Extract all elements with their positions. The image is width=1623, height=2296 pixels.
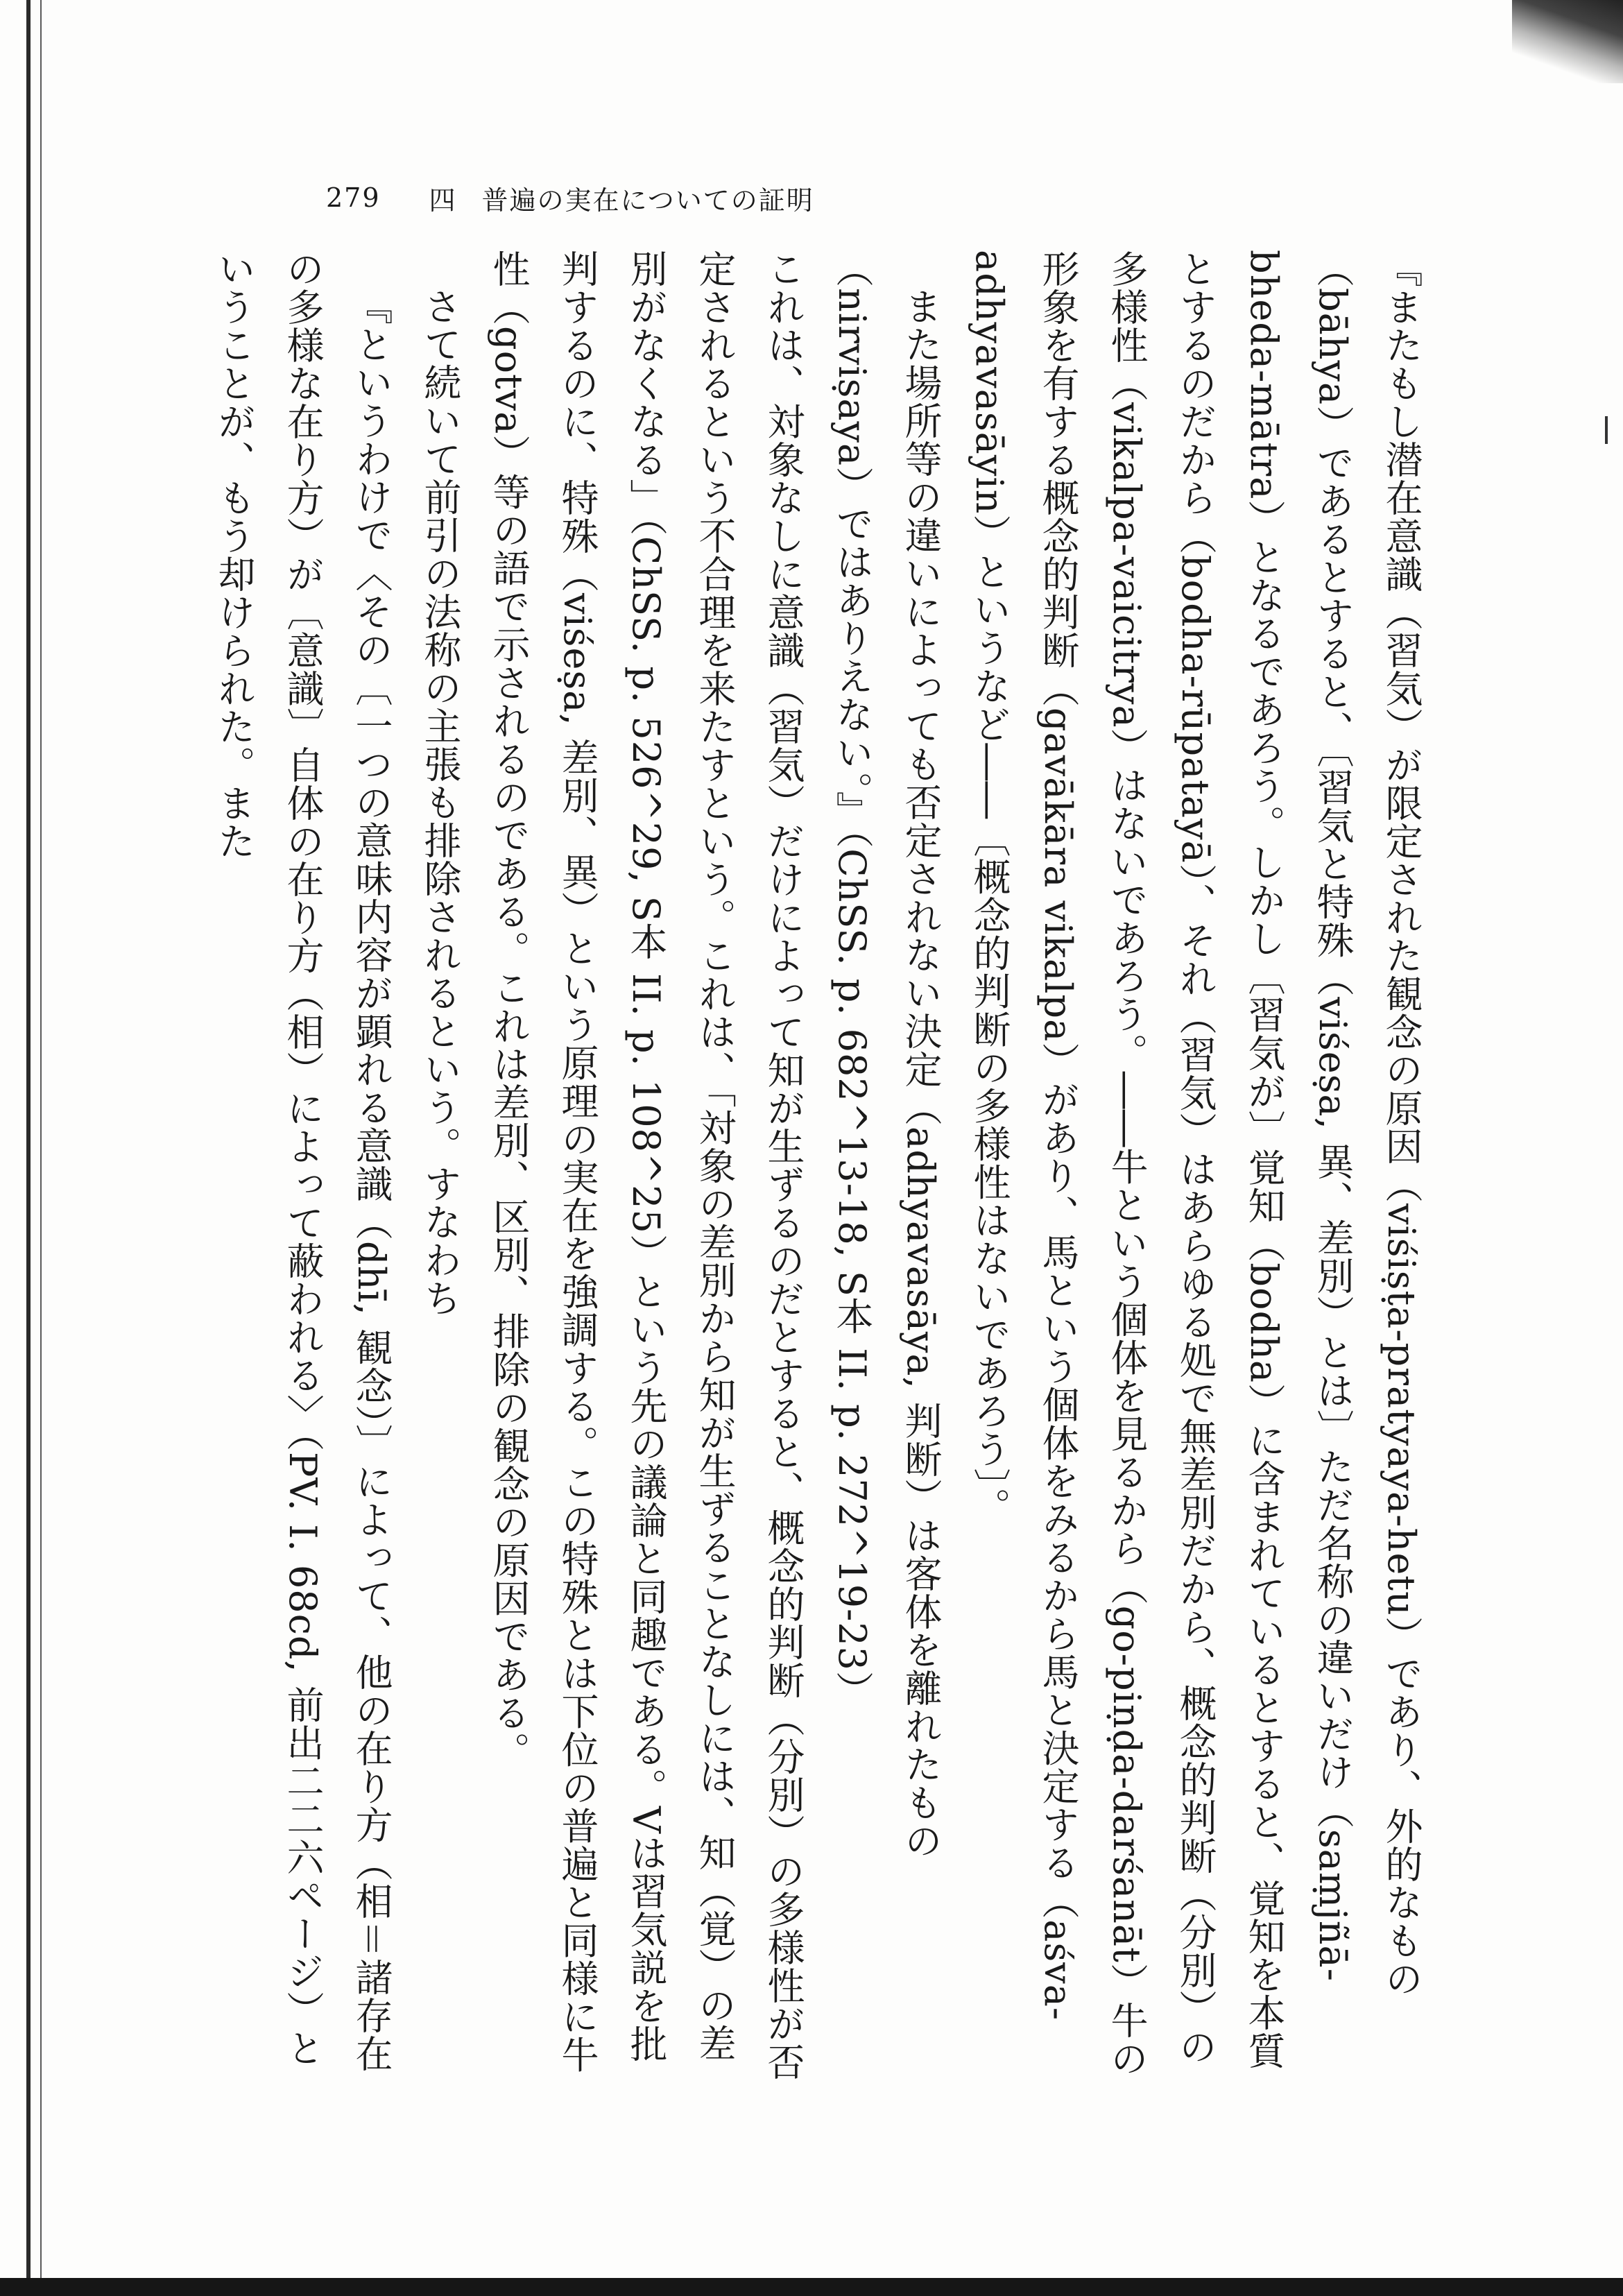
chapter-title: 普遍の実在についての証明 — [481, 185, 814, 216]
chapter-number: 四 — [429, 185, 457, 216]
vertical-body-text — [212, 250, 1436, 2081]
paragraph-5: 『というわけで〈その〔一つの意味内容が顕れる意識（dhī, 観念）〕によって、他の在り方（相＝諸存在の多様な在り方）が〔意識〕自体の在り方（相）によって蔽われる〉（PV. I. 68cd, 前出二二六ページ）ということが、もう却けられた。また — [212, 250, 393, 2073]
binding-edge-line — [26, 0, 31, 2296]
paragraph-1: 『またもし潜在意識（習気）が限定された観念の原因（viśiṣṭa-pratyaya-hetu）であり、外的なもの（bāhya）であるとすると、〔習気と特殊（viśeṣa, 異、差別）とは〕ただ名称の違いだけ（saṃjñā-bheda-mātra）となるであろう。しかし〔習気が〕覚知（bodha）に含まれているとすると、覚知を本質とするのだから（bodha-rūpatayā）、それ（習気）はあらゆる処で無差別だから、概念的判断（分別）の多様性（vikalpa-vaicitrya）はないであろう。――牛という個体を見るから（go-piṇḍa-darśanāt）牛の形象を有する概念的判断（gavākāra vikalpa）があり、馬という個体をみるから馬と決定する（aśva-adhyavasāyin）というなど――〔概念的判断の多様性はないであろう〕。 — [968, 250, 1423, 2077]
binding-edge-line-inner — [40, 0, 42, 2296]
paragraph-4: さて続いて前引の法称の主張も排除されるという。すなわち — [418, 287, 462, 1317]
page-number: 279 — [326, 182, 381, 213]
scan-corner-shadow — [1512, 0, 1623, 83]
scan-bottom-edge — [0, 2278, 1623, 2296]
running-header — [326, 173, 814, 222]
paragraph-2: また場所等の違いによっても否定されない決定（adhyavasāya, 判断）は客体を離れたもの（nirviṣaya）ではありえない。』（ChSS. p. 682^13-18, S本 II. p. 272^19-23） — [830, 250, 943, 1860]
paragraph-3: これは、対象なしに意識（習気）だけによって知が生ずるのだとすると、概念的判断（分別）の多様性が否定されるという不合理を来たすという。これは、「対象の差別から知が生ずることなしには、知（覚）の差別がなくなる」（ChSS. p. 526^29, S本 II. p. 108^25）という先の議論と同趣である。Vは習気説を批判するのに、特殊（viśeṣa, 差別、異）という原理の実在を強調する。この特殊とは下位の普遍と同様に牛性（gotva）等の語で示されるのである。これは差別、区別、排除の観念の原因である。 — [487, 250, 805, 2081]
scan-margin-mark — [1605, 416, 1608, 444]
